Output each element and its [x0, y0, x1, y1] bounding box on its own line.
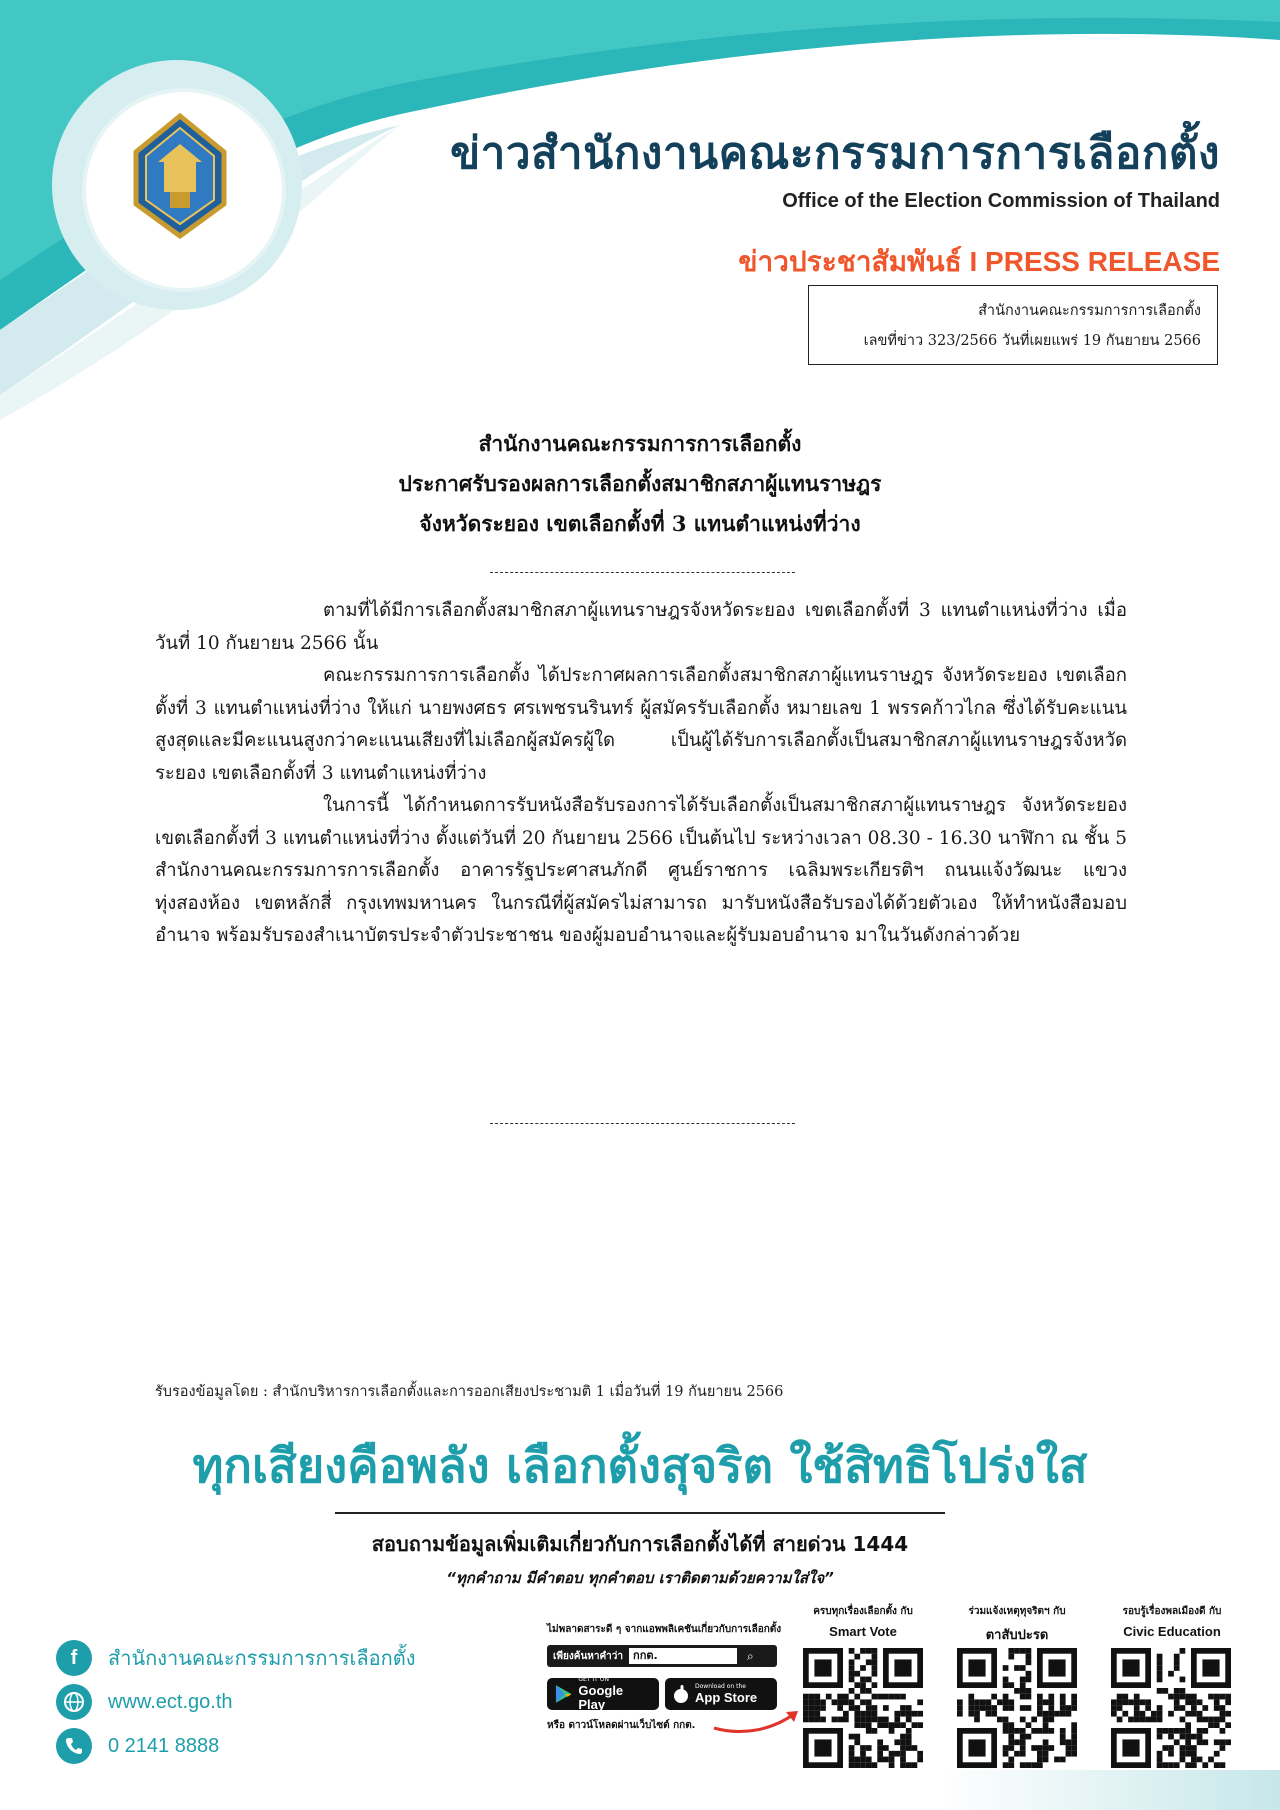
paragraph-2: คณะกรรมการการเลือกตั้ง ได้ประกาศผลการเลือกตั้งสมาชิกสภาผู้แทนราษฎร จังหวัดระยอง เขตเลือกตั้งที่ 3 แทนตำแหน่งที่ว่าง ให้แก่ นายพงศธร ศรเพชรนรินทร์ ผู้สมัครรับเลือกตั้ง หมายเลข 1 พรรคก้าวไกล ซึ่งได้รับคะแนนสูงสุดและมีคะแนนสูงกว่าคะแนนเสียงที่ไม่เลือกผู้สมัครผู้ใด เป็นผู้ได้รับการเลือกตั้งเป็นสมาชิกสภาผู้แทนราษฎรจังหวัดระยอง เขตเลือกตั้งที่ 3 แทนตำแหน่งที่ว่าง [155, 665, 1127, 784]
article-body [155, 595, 1127, 953]
paragraph-1: ตามที่ได้มีการเลือกตั้งสมาชิกสภาผู้แทนราษฎรจังหวัดระยอง เขตเลือกตั้งที่ 3 แทนตำแหน่งที่ว่าง เมื่อวันที่ 10 กันยายน 2566 นั้น [155, 600, 1127, 654]
ect-seal-logo [98, 104, 263, 269]
google-play-name: Google Play [578, 1683, 624, 1712]
apple-icon [673, 1684, 689, 1704]
divider-top [490, 572, 795, 573]
qr-name-smart-vote: Smart Vote [829, 1624, 897, 1639]
slogan-underline [335, 1512, 945, 1514]
qr-caption-civic-education: รอบรู้เรื่องพลเมืองดี กับ [1122, 1606, 1222, 1617]
app-promo-caption: ไม่พลาดสาระดี ๆ จากแอพพลิเคชันเกี่ยวกับการเลือกตั้ง [547, 1624, 782, 1635]
app-store-badge[interactable] [665, 1678, 777, 1710]
website-url: www.ect.go.th [108, 1690, 233, 1713]
qr-code-tasapparot[interactable] [957, 1648, 1077, 1768]
qr-caption-tasapparot: ร่วมแจ้งเหตุทุจริตฯ กับ [968, 1606, 1066, 1617]
paragraph-3: ในการนี้ ได้กำหนดการรับหนังสือรับรองการได้รับเลือกตั้งเป็นสมาชิกสภาผู้แทนราษฎร จังหวัดระยอง เขตเลือกตั้งที่ 3 แทนตำแหน่งที่ว่าง ตั้งแต่วันที่ 20 กันยายน 2566 เป็นต้นไป ระหว่างเวลา 08.30 - 16.30 นาฬิกา ณ ชั้น 5 สำนักงานคณะกรรมการการเลือกตั้ง อาคารรัฐประศาสนภักดี ศูนย์ราชการ เฉลิมพระเกียรติฯ ถนนแจ้งวัฒนะ แขวงทุ่งสองห้อง เขตหลักสี่ กรุงเทพมหานคร ในกรณีที่ผู้สมัครไม่สามารถ มารับหนังสือรับรองได้ด้วยตัวเอง ให้ทำหนังสือมอบอำนาจ พร้อมรับรองสำเนาบัตรประจำตัวประชาชน ของผู้มอบอำนาจและผู้รับมอบอำนาจ มาในวันดังกล่าวด้วย [155, 795, 1127, 946]
headline-line-2: ประกาศรับรองผลการเลือกตั้งสมาชิกสภาผู้แทนราษฎร [398, 471, 882, 496]
search-icon: ⌕ [747, 1648, 754, 1663]
campaign-slogan: ทุกเสียงคือพลัง เลือกตั้งสุจริต ใช้สิทธิโปร่งใส [192, 1439, 1088, 1494]
hotline-text: สอบถามข้อมูลเพิ่มเติมเกี่ยวกับการเลือกตั้งได้ที่ สายด่วน 1444 [371, 1532, 909, 1556]
contact-facebook[interactable] [56, 1640, 415, 1676]
verification-footnote: รับรองข้อมูลโดย : สำนักบริหารการเลือกตั้งและการออกเสียงประชามติ 1 เมื่อวันที่ 19 กันยายน 2566 [155, 1384, 784, 1400]
footer-accent-stripe [940, 1770, 1280, 1810]
headline-line-3: จังหวัดระยอง เขตเลือกตั้งที่ 3 แทนตำแหน่งที่ว่าง [419, 511, 861, 536]
qr-name-tasapparot: ตาสับปะรด [985, 1627, 1049, 1642]
qr-caption-smart-vote: ครบทุกเรื่องเลือกตั้ง กับ [813, 1606, 913, 1617]
press-release-label: ข่าวประชาสัมพันธ์ I PRESS RELEASE [738, 246, 1220, 277]
qr-name-civic-education: Civic Education [1123, 1624, 1221, 1639]
app-store-small: Download on the [695, 1683, 746, 1690]
ref-number-date: เลขที่ข่าว 323/2566 วันที่เผยแพร่ 19 กันยายน 2566 [863, 333, 1201, 349]
google-play-icon [555, 1684, 572, 1704]
news-reference-box [808, 285, 1218, 365]
header-title-en: Office of the Election Commission of Thailand [782, 190, 1220, 212]
google-play-small: GET IT ON [578, 1676, 609, 1683]
google-play-badge[interactable] [547, 1678, 659, 1710]
contact-phone[interactable] [56, 1728, 219, 1764]
search-value: กกต. [629, 1648, 737, 1664]
facebook-page-name: สำนักงานคณะกรรมการการเลือกตั้ง [108, 1648, 416, 1670]
qr-code-civic-education[interactable] [1111, 1648, 1231, 1768]
search-label: เพียงค้นหาคำว่า [553, 1650, 624, 1662]
divider-bottom [490, 1123, 795, 1124]
qr-code-smart-vote[interactable] [803, 1648, 923, 1768]
app-store-name: App Store [695, 1690, 758, 1705]
facebook-icon: f [56, 1640, 92, 1676]
ref-office: สำนักงานคณะกรรมการการเลือกตั้ง [978, 303, 1201, 319]
app-search-bar [547, 1645, 777, 1667]
headline-line-1: สำนักงานคณะกรรมการการเลือกตั้ง [478, 431, 802, 456]
phone-number: 0 2141 8888 [108, 1734, 220, 1757]
globe-icon [56, 1684, 92, 1720]
header-title-th: ข่าวสำนักงานคณะกรรมการการเลือกตั้ง [450, 128, 1220, 179]
download-note: หรือ ดาวน์โหลดผ่านเว็บไซต์ กกต. [547, 1720, 696, 1731]
contact-website[interactable] [56, 1684, 233, 1720]
phone-icon [56, 1728, 92, 1764]
motto-text: “ทุกคำถาม มีคำตอบ ทุกคำตอบ เราติดตามด้วยความใส่ใจ” [446, 1569, 834, 1587]
curved-arrow-icon [712, 1708, 802, 1736]
